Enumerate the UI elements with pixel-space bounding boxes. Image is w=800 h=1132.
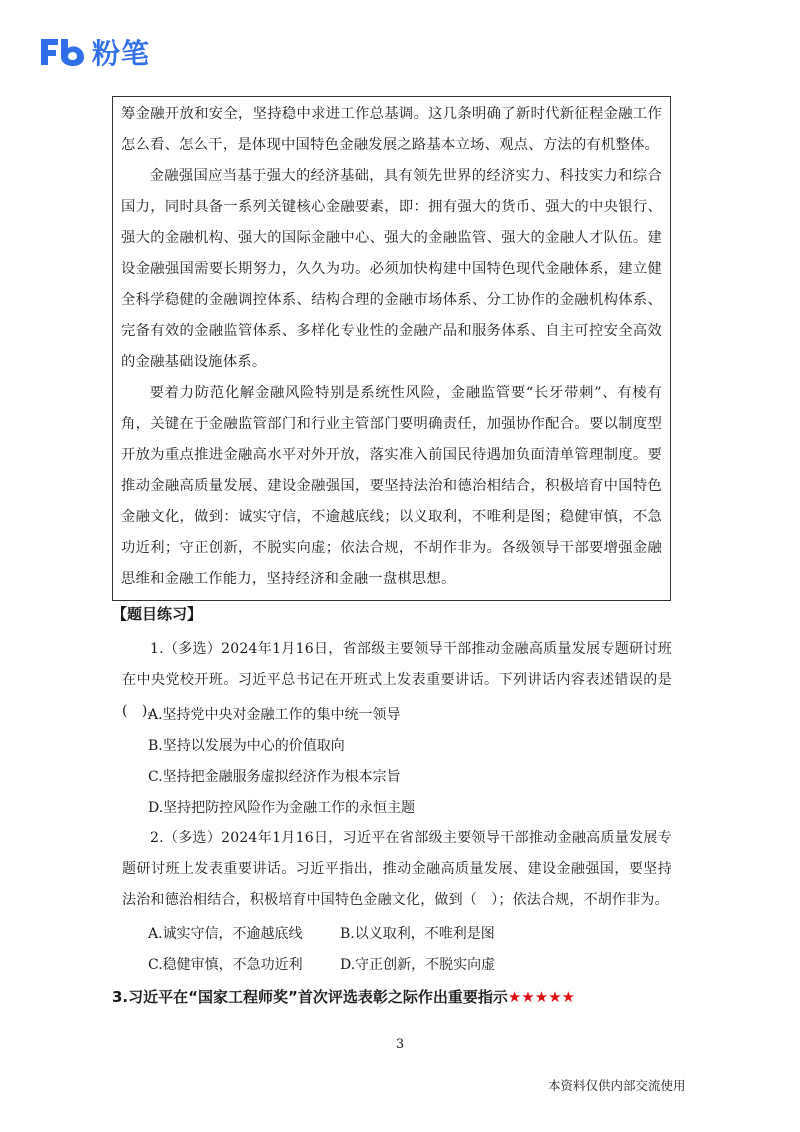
importance-stars: ★★★★★ bbox=[507, 988, 576, 1006]
logo-text: 粉笔 bbox=[92, 37, 151, 70]
section-3-title: 3.习近平在“国家工程师奖”首次评选表彰之际作出重要指示 bbox=[112, 988, 508, 1006]
q2-option-c: C.稳健审慎，不急功近利 bbox=[148, 957, 303, 973]
q1-option-d: D.坚持把防控风险作为金融工作的永恒主题 bbox=[148, 800, 416, 816]
q2-option-a: A.诚实守信，不逾越底线 bbox=[148, 926, 303, 942]
q2-option-b: B.以义取利，不唯利是图 bbox=[340, 926, 495, 942]
footer-note: 本资料仅供内部交流使用 bbox=[548, 1078, 686, 1093]
box-paragraph-2: 金融强国应当基于强大的经济基础，具有领先世界的经济实力、科技实力和综合国力，同时具备一系列关键核心金融要素，即：拥有强大的货币、强大的中央银行、强大的金融机构、强大的国际金融中心、强大的金融监管、强大的金融人才队伍。建设金融强国需要长期努力，久久为功。必须加快构建中国特色现代金融体系，建立健全科学稳健的金融调控体系、结构合理的金融市场体系、分工协作的金融机构体系、完备有效的金融监管体系、多样化专业性的金融产品和服务体系、自主可控安全高效的金融基础设施体系。 bbox=[121, 168, 662, 370]
question-1-text: 1.（多选）2024年1月16日，省部级主要领导干部推动金融高质量发展专题研讨班在中央党校开班。习近平总书记在开班式上发表重要讲话。下列讲话内容表述错误的是( )。 bbox=[122, 641, 672, 719]
q1-option-b: B.坚持以发展为中心的价值取向 bbox=[148, 738, 345, 754]
box-paragraph-3: 要着力防范化解金融风险特别是系统性风险，金融监管要“长牙带刺”、有棱有角，关键在于金融监管部门和行业主管部门要明确责任，加强协作配合。要以制度型开放为重点推进金融高水平对外开放，落实准入前国民待遇加负面清单管理制度。要推动金融高质量发展、建设金融强国，要坚持法治和德治相结合，积极培育中国特色金融文化，做到：诚实守信，不逾越底线；以义取利，不唯利是图；稳健审慎，不急功近利；守正创新，不脱实向虚；依法合规，不胡作非为。各级领导干部要增强金融思维和金融工作能力，坚持经济和金融一盘棋思想。 bbox=[121, 385, 662, 587]
summary-box bbox=[112, 96, 671, 601]
question-2-stem bbox=[122, 823, 672, 916]
q1-option-c: C.坚持把金融服务虚拟经济作为根本宗旨 bbox=[148, 769, 401, 785]
page-number: 3 bbox=[395, 1037, 405, 1052]
section-3-heading bbox=[112, 986, 575, 1008]
practice-title: 【题目练习】 bbox=[112, 605, 203, 623]
box-paragraph-1: 筹金融开放和安全，坚持稳中求进工作总基调。这几条明确了新时代新征程金融工作怎么看、怎么干，是体现中国特色金融发展之路基本立场、观点、方法的有机整体。 bbox=[121, 106, 662, 153]
q2-option-d: D.守正创新，不脱实向虚 bbox=[340, 957, 496, 973]
fb-logo-icon bbox=[38, 35, 86, 69]
brand-logo bbox=[38, 32, 150, 72]
q1-option-a: A.坚持党中央对金融工作的集中统一领导 bbox=[148, 707, 401, 723]
question-2-text: 2.（多选）2024年1月16日，习近平在省部级主要领导干部推动金融高质量发展专题研讨班上发表重要讲话。习近平指出，推动金融高质量发展、建设金融强国，要坚持法治和德治相结合，积极培育中国特色金融文化，做到（ ）；依法合规，不胡作非为。 bbox=[122, 830, 672, 908]
